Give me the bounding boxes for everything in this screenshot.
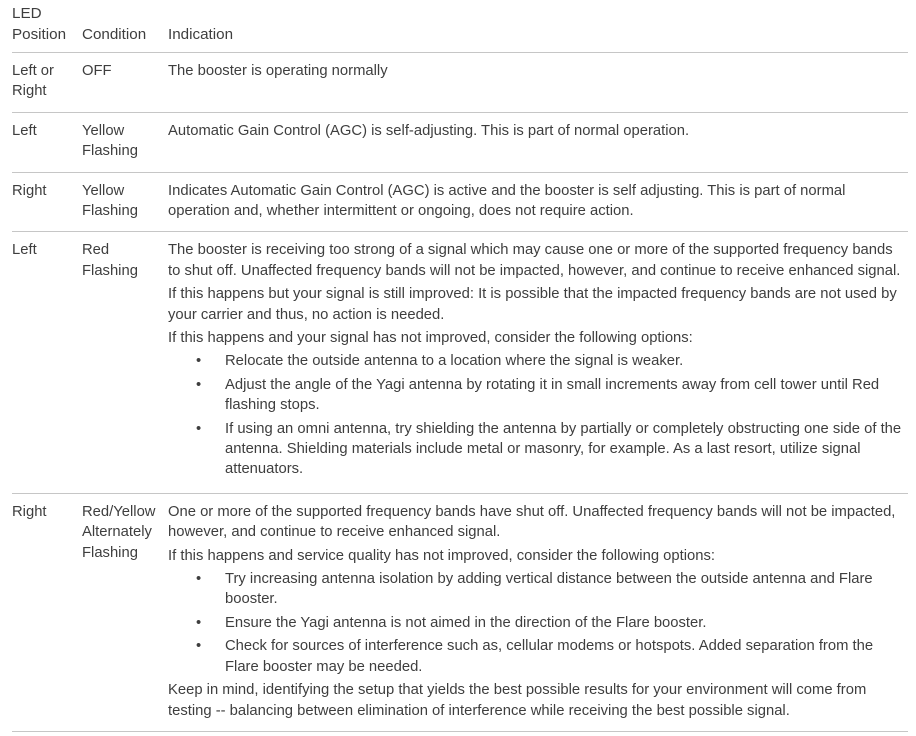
table-row <box>12 232 908 493</box>
indication-bullet-item: • Adjust the angle of the Yagi antenna by rotating it in small increments away from cell tower until Red flashing stops. <box>225 375 906 416</box>
indication-bullet-list <box>168 569 906 677</box>
table-header <box>12 4 908 52</box>
indication-cell <box>168 232 908 493</box>
led-position-cell: Left <box>12 232 82 493</box>
indication-paragraph: The booster is receiving too strong of a signal which may cause one or more of the supported frequency bands to shut off. Unaffected frequency bands will not be impacted, however, and continue to receive enhanced signal. <box>168 242 901 279</box>
indication-bullet-item: • If using an omni antenna, try shielding the antenna by partially or completely obstructing one side of the antenna. Shielding materials include metal or masonry, for example. As a last resort, utilize signal attenuators. <box>225 419 906 480</box>
table-row <box>12 493 908 731</box>
column-header-led-position: LED Position <box>12 4 82 52</box>
indication-paragraph: The booster is operating normally <box>168 62 388 79</box>
table-row <box>12 52 908 112</box>
indication-cell <box>168 112 908 172</box>
condition-cell: Yellow Flashing <box>82 172 168 232</box>
indication-bullet-item: • Ensure the Yagi antenna is not aimed in the direction of the Flare booster. <box>225 613 906 633</box>
led-position-cell: Right <box>12 493 82 731</box>
indication-paragraph: If this happens but your signal is still improved: It is possible that the impacted frequency bands are not used by your carrier and thus, no action is needed. <box>168 286 897 323</box>
column-header-condition: Condition <box>82 4 168 52</box>
indication-bullet-item: • Relocate the outside antenna to a location where the signal is weaker. <box>225 351 906 371</box>
condition-cell: Red/Yellow Alternately Flashing <box>82 493 168 731</box>
indication-bullet-item: • Check for sources of interference such as, cellular modems or hotspots. Added separation from the Flare booster may be needed. <box>225 636 906 677</box>
indication-bullet-list <box>168 351 906 479</box>
indication-paragraph: If this happens and service quality has not improved, consider the following options: <box>168 547 715 564</box>
led-position-cell: Left <box>12 112 82 172</box>
table-header-row <box>12 4 908 52</box>
condition-cell: Red Flashing <box>82 232 168 493</box>
condition-cell: OFF <box>82 52 168 112</box>
indication-paragraph: Indicates Automatic Gain Control (AGC) is active and the booster is self adjusting. This is part of normal operation and, whether intermittent or ongoing, does not require action. <box>168 182 846 219</box>
indication-cell <box>168 172 908 232</box>
column-header-indication: Indication <box>168 4 908 52</box>
indication-paragraph: If this happens and your signal has not improved, consider the following options: <box>168 330 693 346</box>
table-body <box>12 52 908 731</box>
indication-cell <box>168 493 908 731</box>
table-row <box>12 172 908 232</box>
indication-paragraph: One or more of the supported frequency bands have shut off. Unaffected frequency bands will not be impacted, however, and continue to receive enhanced signal. <box>168 503 896 541</box>
led-indication-table <box>12 4 908 732</box>
indication-paragraph: Automatic Gain Control (AGC) is self-adjusting. This is part of normal operation. <box>168 122 690 139</box>
indication-bullet-item: • Try increasing antenna isolation by adding vertical distance between the outside antenna and Flare booster. <box>225 569 906 610</box>
led-position-cell: Left or Right <box>12 52 82 112</box>
table-row <box>12 112 908 172</box>
indication-paragraph: Keep in mind, identifying the setup that yields the best possible results for your environment will come from testing -- balancing between elimination of interference while receiving the best possible signal. <box>168 682 867 719</box>
led-position-cell: Right <box>12 172 82 232</box>
condition-cell: Yellow Flashing <box>82 112 168 172</box>
indication-cell <box>168 52 908 112</box>
